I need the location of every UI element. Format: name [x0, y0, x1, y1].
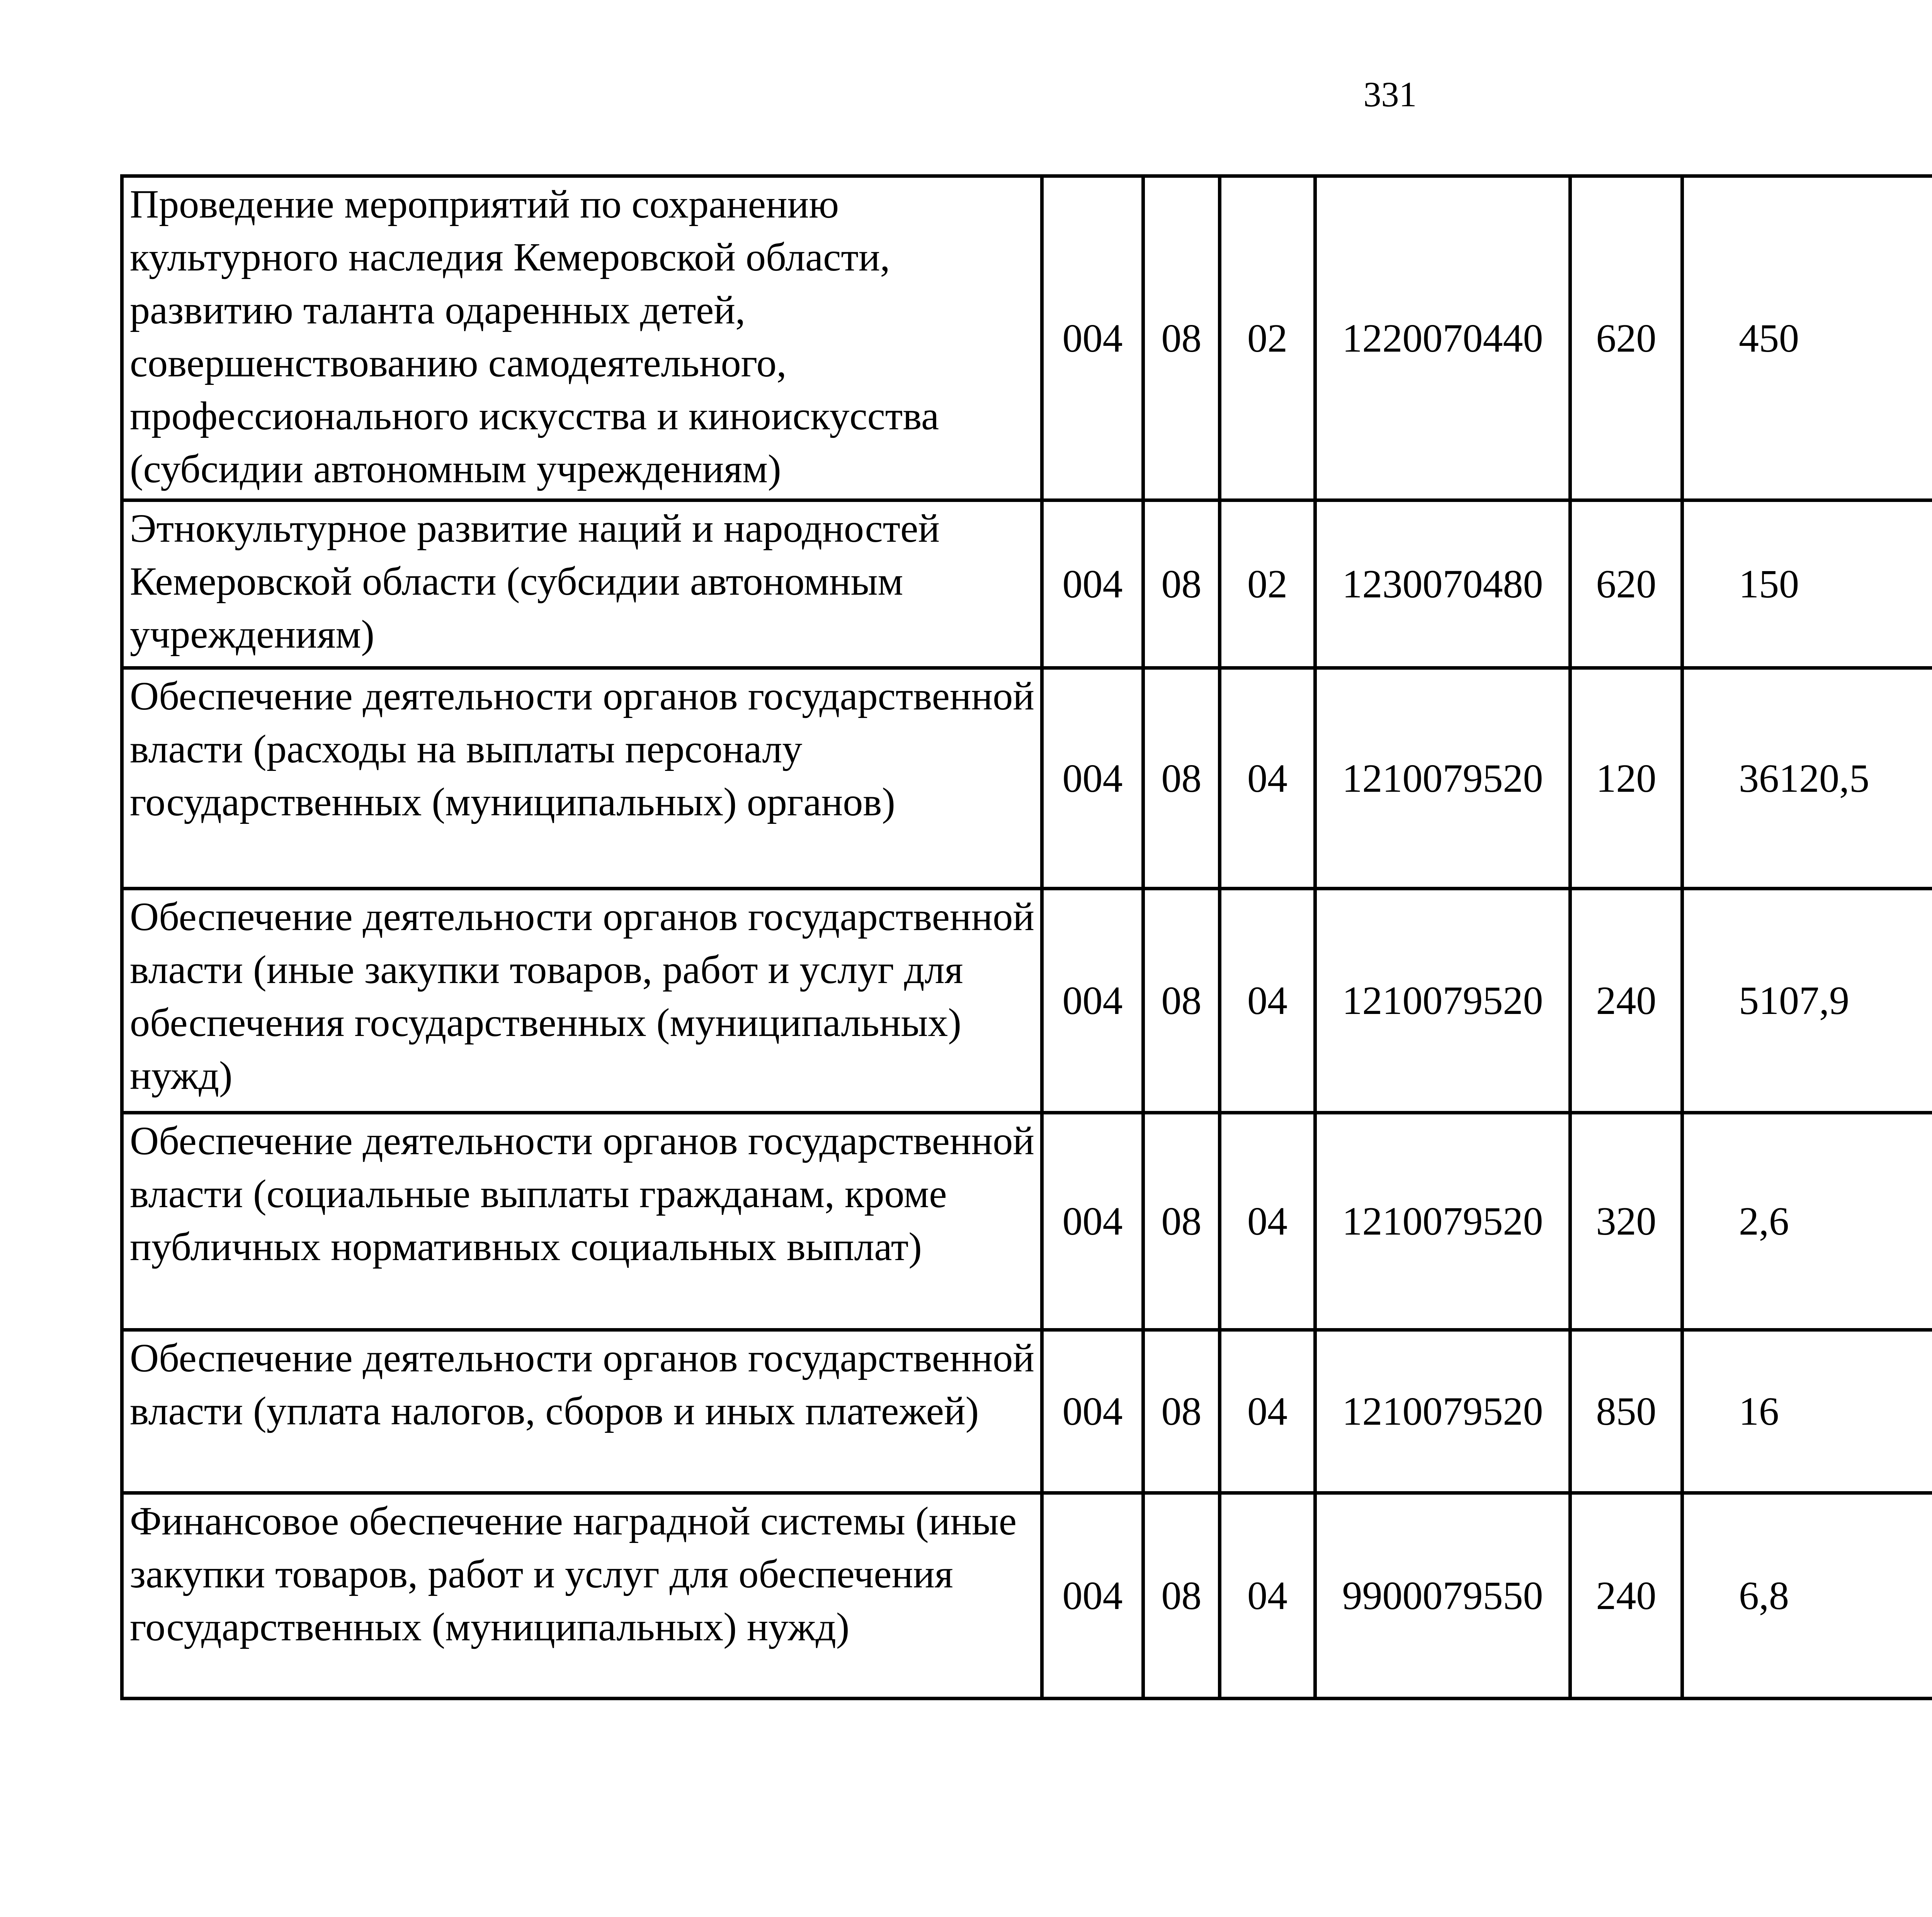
section-code: 08: [1143, 500, 1220, 668]
amount-year-1: 36120,5: [1682, 668, 1932, 889]
amount-year-1: 150: [1682, 500, 1932, 668]
page-number: 331: [1363, 75, 1417, 114]
subsection-code: 04: [1220, 1330, 1315, 1493]
ministry-code: 004: [1042, 500, 1143, 668]
amount-year-1: 16: [1682, 1330, 1932, 1493]
budget-table: [120, 174, 1932, 1700]
subsection-code: 02: [1220, 500, 1315, 668]
table-row: [122, 500, 1932, 668]
section-code: 08: [1143, 668, 1220, 889]
table-row: [122, 1113, 1932, 1330]
expense-type-code: 850: [1570, 1330, 1682, 1493]
target-article-code: 1210079520: [1315, 1330, 1570, 1493]
section-code: 08: [1143, 1493, 1220, 1699]
target-article-code: 9900079550: [1315, 1493, 1570, 1699]
subsection-code: 04: [1220, 1493, 1315, 1699]
subsection-code: 04: [1220, 889, 1315, 1113]
ministry-code: 004: [1042, 668, 1143, 889]
section-code: 08: [1143, 889, 1220, 1113]
table-row: [122, 1493, 1932, 1699]
ministry-code: 004: [1042, 1113, 1143, 1330]
amount-year-1: 450: [1682, 176, 1932, 500]
row-name: Финансовое обеспечение наградной системы (иные закупки товаров, работ и услуг для обеспечения государственных (муниципальных) нужд): [122, 1493, 1042, 1699]
section-code: 08: [1143, 1113, 1220, 1330]
target-article-code: 1230070480: [1315, 500, 1570, 668]
row-name: Обеспечение деятельности органов государственной власти (социальные выплаты гражданам, кроме публичных нормативных социальных выплат): [122, 1113, 1042, 1330]
target-article-code: 1220070440: [1315, 176, 1570, 500]
table-row: [122, 668, 1932, 889]
table-row: [122, 889, 1932, 1113]
section-code: 08: [1143, 176, 1220, 500]
table-row: [122, 176, 1932, 500]
expense-type-code: 620: [1570, 500, 1682, 668]
expense-type-code: 240: [1570, 889, 1682, 1113]
subsection-code: 04: [1220, 668, 1315, 889]
amount-year-1: 2,6: [1682, 1113, 1932, 1330]
target-article-code: 1210079520: [1315, 889, 1570, 1113]
amount-year-1: 6,8: [1682, 1493, 1932, 1699]
ministry-code: 004: [1042, 1330, 1143, 1493]
subsection-code: 04: [1220, 1113, 1315, 1330]
target-article-code: 1210079520: [1315, 668, 1570, 889]
row-name: Обеспечение деятельности органов государственной власти (расходы на выплаты персоналу государственных (муниципальных) органов): [122, 668, 1042, 889]
ministry-code: 004: [1042, 889, 1143, 1113]
row-name: Обеспечение деятельности органов государственной власти (уплата налогов, сборов и иных платежей): [122, 1330, 1042, 1493]
section-code: 08: [1143, 1330, 1220, 1493]
row-name: Этнокультурное развитие наций и народностей Кемеровской области (субсидии автономным учреждениям): [122, 500, 1042, 668]
subsection-code: 02: [1220, 176, 1315, 500]
amount-year-1: 5107,9: [1682, 889, 1932, 1113]
row-name: Проведение мероприятий по сохранению культурного наследия Кемеровской области, развитию таланта одаренных детей, совершенствованию самодеятельного, профессионального искусства и киноискусства (субсидии автономным учреждениям): [122, 176, 1042, 500]
expense-type-code: 240: [1570, 1493, 1682, 1699]
expense-type-code: 620: [1570, 176, 1682, 500]
table-row: [122, 1330, 1932, 1493]
target-article-code: 1210079520: [1315, 1113, 1570, 1330]
expense-type-code: 320: [1570, 1113, 1682, 1330]
ministry-code: 004: [1042, 176, 1143, 500]
expense-type-code: 120: [1570, 668, 1682, 889]
row-name: Обеспечение деятельности органов государственной власти (иные закупки товаров, работ и услуг для обеспечения государственных (муниципальных) нужд): [122, 889, 1042, 1113]
ministry-code: 004: [1042, 1493, 1143, 1699]
